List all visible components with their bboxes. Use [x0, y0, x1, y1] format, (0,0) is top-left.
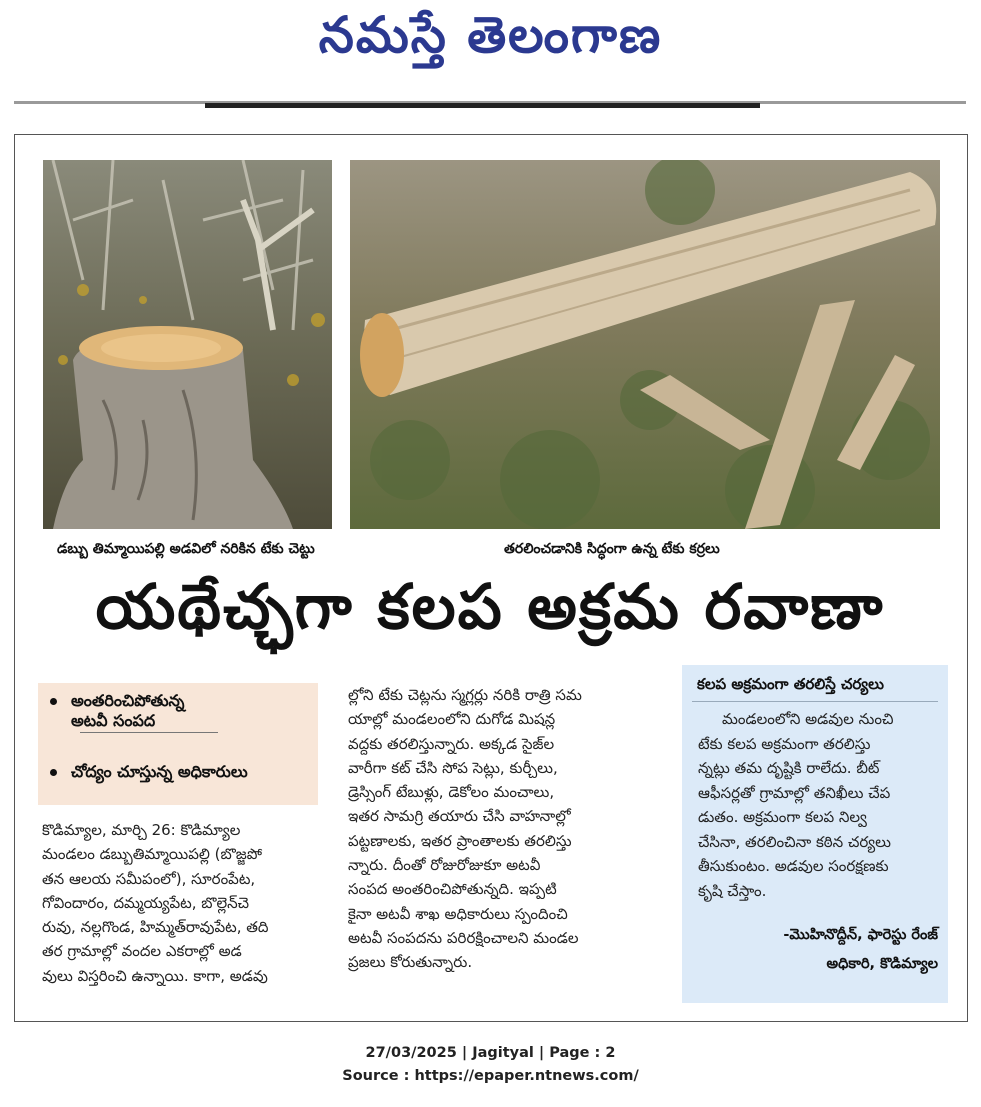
- text-line: న్నారు. దీంతో రోజురోజుకూ అటవీ: [348, 856, 541, 875]
- text-line: వారీగా కట్ చేసి సోప సెట్లు, కుర్చీలు,: [348, 758, 558, 777]
- left-photo-caption: డబ్బు తిమ్మాయిపల్లి అడవిలో నరికిన టేకు చెట్టు: [57, 541, 315, 557]
- bullet-icon: [50, 698, 57, 705]
- text-line: డ్రెస్సింగ్ టేబుళ్లు, డెకోలం మంచాలు,: [348, 783, 555, 802]
- sidebar-rule: [692, 701, 938, 702]
- text-line: మండలంలోని అడవుల నుంచి: [722, 710, 894, 728]
- quote-attribution-title: అధికారి, కొడిమ్యాల: [826, 956, 938, 972]
- quote-attribution-name: -మొహినొద్దీన్, ఫారెస్టు రేంజ్: [783, 927, 938, 943]
- article-column-2: [348, 683, 666, 975]
- text-line: ఆఫీసర్లతో గ్రామాల్లో తనిఖీలు చేప: [698, 783, 891, 802]
- highlight-item-continued: అటవీ సంపద: [71, 711, 156, 730]
- text-line: టేకు కలప అక్రమంగా తరలిస్తు: [698, 734, 871, 753]
- newspaper-logo: నమస్తే తెలంగాణ: [318, 6, 663, 64]
- footer-date-edition: 27/03/2025 | Jagityal | Page : 2: [365, 1045, 616, 1061]
- bullet-icon: [50, 769, 57, 776]
- text-line: అటవీ సంపదను పరిరక్షించాలని మండల: [348, 928, 579, 947]
- text-line: డుతం. అక్రమంగా కలప నిల్వ: [698, 808, 867, 826]
- text-line: యాల్లో మండలంలోని దుగోడ మిషన్ల: [348, 710, 556, 729]
- official-quote-sidebar: [682, 665, 948, 1003]
- masthead: [0, 0, 981, 100]
- highlight-item: అంతరించిపోతున్న: [50, 691, 184, 714]
- text-line: గోవిందారం, దమ్మయ్యపేట, బొల్లెన్‌చె: [42, 893, 250, 912]
- text-line: కైనా అటవీ శాఖ అధికారులు స్పందించి: [348, 904, 568, 923]
- text-line: రువు, నల్లగొండ, హిమ్మత్‌రావుపేట, తది: [42, 918, 269, 937]
- sidebar-title: కలప అక్రమంగా తరలిస్తే చర్యలు: [697, 675, 884, 693]
- text-line: న్నట్లు తమ దృష్టికి రాలేదు. బీట్: [698, 759, 880, 777]
- photo-tree-stump: [43, 160, 332, 529]
- text-line: సంపద అంతరించిపోతున్నది. ఇప్పటి: [348, 880, 557, 899]
- article-column-1: [42, 818, 332, 988]
- text-line: ఇతర సామగ్రి తయారు చేసి వాహనాల్లో: [348, 807, 571, 826]
- footer-source: Source : https://epaper.ntnews.com/: [342, 1068, 639, 1084]
- text-line: కృషి చేస్తాం.: [698, 881, 767, 900]
- text-line: పట్టణాలకు, ఇతర ప్రాంతాలకు తరలిస్తు: [348, 831, 572, 850]
- text-line: తర గ్రామాల్లో వందల ఎకరాల్లో అడ: [42, 942, 242, 961]
- text-line: వులు విస్తరించి ఉన్నాయి. కాగా, అడవు: [42, 966, 268, 985]
- text-line: తన ఆలయ సమీపంలో), సూరంపేట,: [42, 869, 256, 888]
- masthead-rule-dark: [205, 103, 760, 108]
- headline: యథేచ్ఛగా కలప అక్రమ రవాణా: [95, 570, 885, 643]
- text-line: ల్లోని టేకు చెట్లను స్మగ్లర్లు నరికి రాత్రి సమ: [348, 686, 582, 704]
- text-line: ప్రజలు కోరుతున్నారు.: [348, 953, 473, 972]
- text-line: తీసుకుంటం. అడవుల సంరక్షణకు: [698, 857, 889, 875]
- right-photo-caption: తరలించడానికి సిద్ధంగా ఉన్న టేకు కర్రలు: [504, 541, 720, 557]
- sidebar-body: [698, 707, 938, 903]
- highlights-box: [38, 683, 318, 805]
- photo-teak-logs: [350, 160, 940, 529]
- highlight-item: చోద్యం చూస్తున్న అధికారులు: [50, 762, 248, 785]
- text-line: మండలం డబ్బుతిమ్మాయిపల్లి (బొజ్జపో: [42, 845, 262, 864]
- text-line: కొడిమ్యాల, మార్చి 26: కొడిమ్యాల: [42, 821, 241, 839]
- highlight-separator: [80, 732, 218, 733]
- text-line: వద్దకు తరలిస్తున్నారు. అక్కడ సైజ్‌ల: [348, 734, 555, 753]
- text-line: చేసినా, తరలించినా కఠిన చర్యలు: [698, 832, 891, 851]
